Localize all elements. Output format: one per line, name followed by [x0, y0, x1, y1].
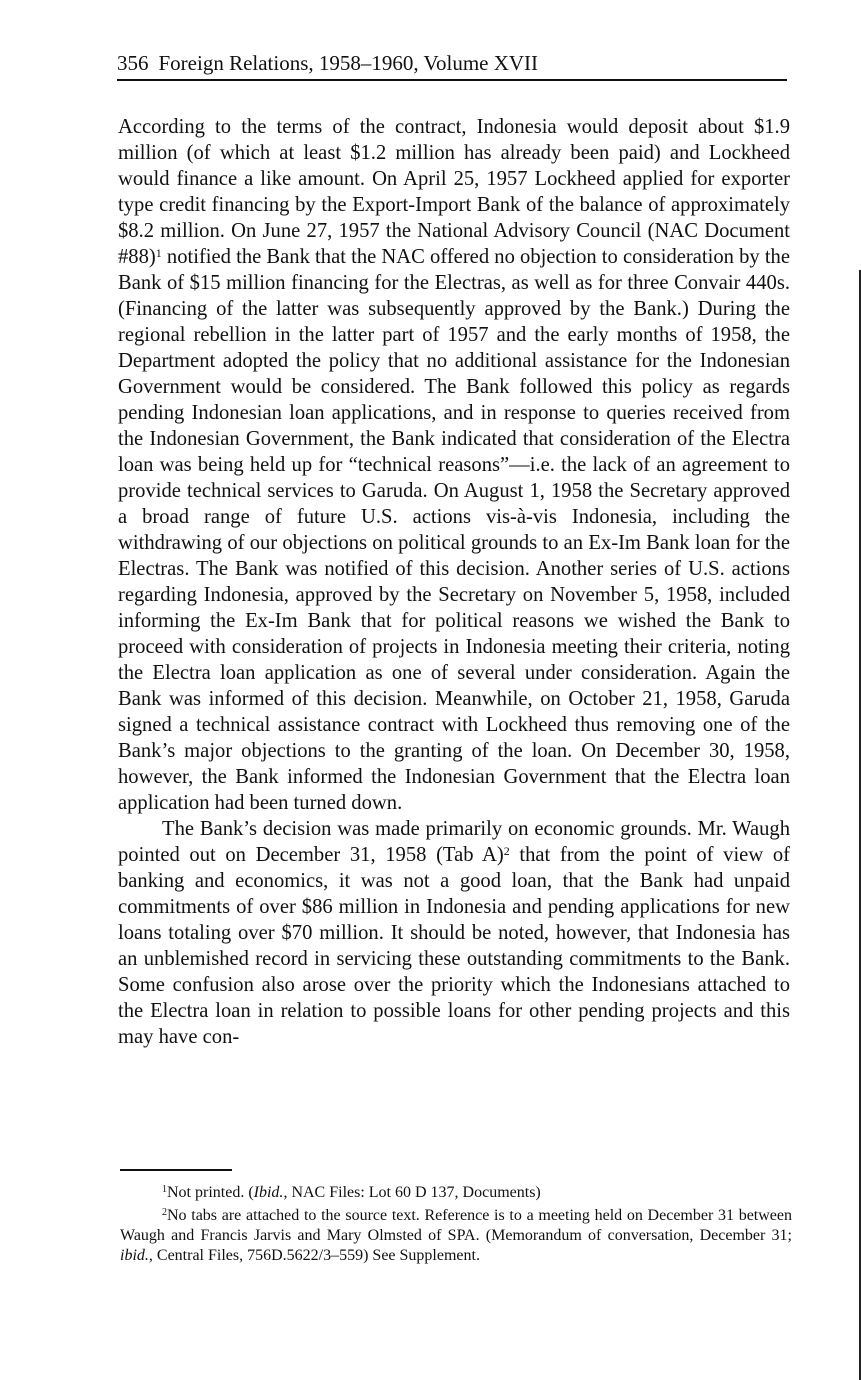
- footnote-2-italic: ibid.: [120, 1247, 149, 1264]
- footnote-1: [120, 1183, 792, 1203]
- paragraph-2-text-a: The Bank’s decision was made primarily on economic grounds. Mr. Waugh pointed out on December 31, 1958 (Tab A): [118, 818, 790, 866]
- footnote-2-text-a: No tabs are attached to the source text. Reference is to a meeting held on December 31 between Waugh and Francis Jarvis and Mary Olmsted of SPA. (Memorandum of conversation, December 31;: [120, 1207, 792, 1244]
- main-text: [118, 114, 790, 1050]
- footnote-rule: [120, 1169, 232, 1171]
- footnotes: [120, 1183, 792, 1266]
- footnote-1-text-a: Not printed. (: [167, 1184, 254, 1201]
- volume-title: Foreign Relations, 1958–1960, Volume XVII: [158, 51, 539, 75]
- paragraph-1-text-a: According to the terms of the contract, Indonesia would deposit about $1.9 million (of which at least $1.2 million has already been paid) and Lockheed would finance a like amount. On April 25, 1957 Lockheed applied for exporter type credit financing by the Export-Import Bank of the balance of approximately $8.2 million. On June 27, 1957 the National Advisory Council (NAC Document #88): [118, 116, 790, 268]
- footnote-ref-1: 1: [155, 246, 162, 260]
- footnote-1-mark: 1: [162, 1184, 167, 1195]
- page-number: 356: [117, 51, 149, 75]
- running-head: [117, 48, 787, 78]
- paragraph-2-text-b: that from the point of view of banking and economics, it was not a good loan, that the Bank had unpaid commitments of over $86 million in Indonesia and pending applications for new loans totaling over $70 million. It should be noted, however, that Indonesia has an unblemished record in servicing these outstanding commitments to the Bank. Some confusion also arose over the priority which the Indonesians attached to the Electra loan in relation to possible loans for other pending projects and this may have con-: [118, 844, 790, 1048]
- paragraph-1: [118, 114, 790, 816]
- footnote-1-italic: Ibid.: [253, 1184, 284, 1201]
- footnote-1-text-b: , NAC Files: Lot 60 D 137, Documents): [283, 1184, 541, 1201]
- footnote-2: [120, 1206, 792, 1266]
- footnote-2-text-b: , Central Files, 756D.5622/3–559) See Supplement.: [148, 1247, 480, 1264]
- footnote-2-mark: 2: [162, 1207, 167, 1218]
- header-rule: [117, 79, 787, 81]
- paragraph-2: [118, 816, 790, 1050]
- paragraph-1-text-b: notified the Bank that the NAC offered no objection to consideration by the Bank of $15 million financing for the Electras, as well as for three Convair 440s. (Financing of the latter was subsequently approved by the Bank.) During the regional rebellion in the latter part of 1957 and the early months of 1958, the Department adopted the policy that no additional assistance for the Indonesian Government would be considered. The Bank followed this policy as regards pending Indonesian loan applications, and in response to queries received from the Indonesian Government, the Bank indicated that consideration of the Electra loan was being held up for “technical reasons”—i.e. the lack of an agreement to provide technical services to Garuda. On August 1, 1958 the Secretary approved a broad range of future U.S. actions vis-à-vis Indonesia, including the withdrawing of our objections on political grounds to an Ex-Im Bank loan for the Electras. The Bank was notified of this decision. Another series of U.S. actions regarding Indonesia, approved by the Secretary on November 5, 1958, included informing the Ex-Im Bank that for political reasons we wished the Bank to proceed with consideration of projects in Indonesia meeting their criteria, noting the Electra loan application as one of several under consideration. Again the Bank was informed of this decision. Meanwhile, on October 21, 1958, Garuda signed a technical assistance contract with Lockheed thus removing one of the Bank’s major objections to the granting of the loan. On December 30, 1958, however, the Bank informed the Indonesian Government that the Electra loan application had been turned down.: [118, 246, 790, 814]
- footnote-ref-2: 2: [503, 844, 510, 858]
